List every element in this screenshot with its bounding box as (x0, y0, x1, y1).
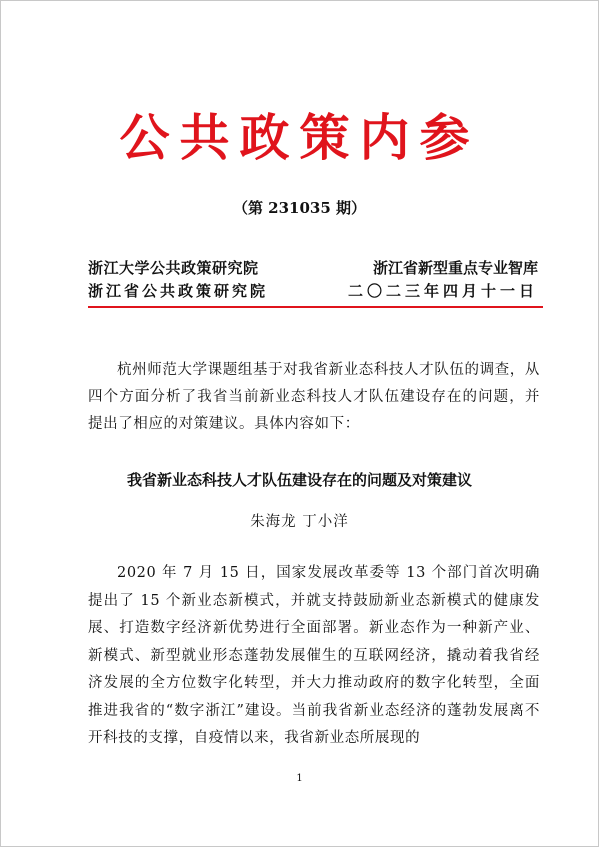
org-name-right: 浙江省新型重点专业智库 (372, 259, 538, 277)
header-divider (88, 306, 543, 308)
header-row-1 (88, 258, 538, 278)
org-name-left: 浙江大学公共政策研究院 (88, 259, 259, 277)
article-title: 我省新业态科技人才队伍建设存在的问题及对策建议 (126, 471, 472, 489)
org-name-left-2: 浙江省公共政策研究院 (88, 282, 269, 300)
issue-date: 二〇二三年四月十一日 (347, 282, 538, 300)
intro-paragraph: 杭州师范大学课题组基于对我省新业态科技人才队伍的调查，从四个方面分析了我省当前新业态科技人才队伍建设存在的问题，并提出了相应的对策建议。具体内容如下： (88, 362, 540, 432)
article-authors: 朱海龙 丁小洋 (250, 514, 349, 530)
issue-number: （第 231035 期） (232, 199, 367, 217)
body-paragraph: 2020 年 7 月 15 日，国家发展改革委等 13 个部门首次明确提出了 15 个新业态新模式，并就支持鼓励新业态新模式的健康发展、打造数字经济新优势进行全面部署。新业态作为一种新产业、新模式、新型就业形态蓬勃发展催生的互联网经济，撬动着我省经济发展的全方位数字化转型，并大力推动政府的数字化转型，全面推进我省的“数字浙江”建设。当前我省新业态经济的蓬勃发展离不开科技的支撑，自疫情以来，我省新业态所展现的 (88, 565, 540, 746)
masthead-title: 公共政策内参 (119, 108, 480, 167)
page-number: 1 (296, 773, 303, 784)
header-row-2 (88, 281, 538, 301)
